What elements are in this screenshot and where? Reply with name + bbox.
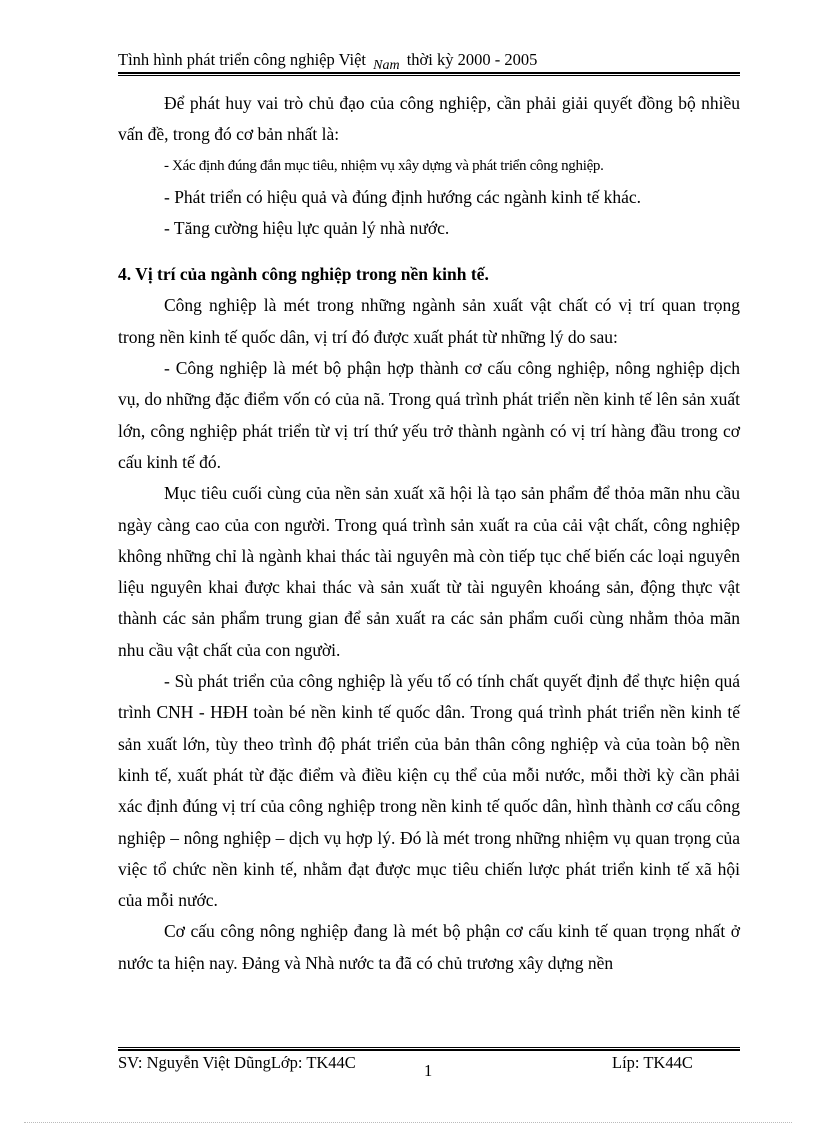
- paragraph-4: - Sù phát triển của công nghiệp là yếu tố có tính chất quyết định để thực hiện quá trình CNH - HĐH toàn bé nền kinh tế quốc dân. Trong quá trình phát triển nền kinh tế sản xuất lớn, tùy theo trình độ phát triển của bản thân công nghiệp và của toàn bộ nền kinh tế, xuất phát từ đặc điểm và điều kiện cụ thể của mỗi nước, mỗi thời kỳ cần phải xác định đúng vị trí của công nghiệp trong nền kinh tế quốc dân, hình thành cơ cấu công nghiệp – nông nghiệp – dịch vụ hợp lý. Đó là mét trong những nhiệm vụ quan trọng của việc tổ chức nền kinh tế, nhằm đạt được mục tiêu chiến lược phát triển kinh tế xã hội của mỗi nước.: [118, 671, 740, 911]
- page-footer: [118, 1053, 740, 1083]
- bullet-goals: - Xác định đúng đắn mục tiêu, nhiệm vụ xây dựng và phát triển công nghiệp.: [164, 157, 604, 174]
- header-title-nam: Nam: [373, 58, 400, 73]
- bullet-develop-sectors: - Phát triển có hiệu quả và đúng định hướng các ngành kinh tế khác.: [164, 186, 642, 207]
- bullet-state-management: - Tăng cường hiệu lực quản lý nhà nước.: [164, 218, 450, 239]
- paragraph-1: Công nghiệp là mét trong những ngành sản xuất vật chất có vị trí quan trọng trong nền kinh tế quốc dân, vị trí đó được xuất phát từ những lý do sau:: [118, 295, 740, 347]
- footer-divider: [118, 1047, 740, 1051]
- page-number: 1: [424, 1061, 433, 1080]
- footer-class: Líp: TK44C: [612, 1053, 693, 1072]
- header-divider: [118, 72, 740, 76]
- paragraph-5: Cơ cấu công nông nghiệp đang là mét bộ phận cơ cấu kinh tế quan trọng nhất ở nước ta hiện nay. Đảng và Nhà nước ta đã có chủ trương xây dựng nền: [118, 921, 740, 973]
- footer-student: SV: Nguyễn Việt DũngLớp: TK44C: [118, 1053, 356, 1072]
- paragraph-2: - Công nghiệp là mét bộ phận hợp thành cơ cấu công nghiệp, nông nghiệp dịch vụ, do những đặc điểm vốn có của nã. Trong quá trình phát triển nền kinh tế lên sản xuất lớn, công nghiệp phát triển từ vị trí thứ yếu trở thành ngành có vị trí hàng đầu trong cơ cấu kinh tế đó.: [118, 358, 740, 472]
- page-content: [118, 88, 740, 979]
- intro-paragraph: Để phát huy vai trò chủ đạo của công nghiệp, cần phải giải quyết đồng bộ nhiều vấn đề, trong đó cơ bản nhất là:: [118, 93, 740, 145]
- header-title-suffix: thời kỳ 2000 - 2005: [406, 50, 538, 69]
- header-title-prefix: Tình hình phát triển công nghiệp Việt: [118, 50, 366, 69]
- section-heading-4: 4. Vị trí của ngành công nghiệp trong nền kinh tế.: [118, 264, 489, 285]
- paragraph-3: Mục tiêu cuối cùng của nền sản xuất xã hội là tạo sản phẩm để thỏa mãn nhu cầu ngày càng cao của con người. Trong quá trình sản xuất ra của cải vật chất, công nghiệp không những chỉ là ngành khai thác tài nguyên mà còn tiếp tục chế biến các loại nguyên liệu nguyên khai được khai thác và sản xuất từ tài nguyên khoáng sản, động thực vật thành các sản phẩm trung gian để sản xuất ra các sản phẩm cuối cùng nhằm thỏa mãn nhu cầu vật chất của con người.: [118, 483, 740, 660]
